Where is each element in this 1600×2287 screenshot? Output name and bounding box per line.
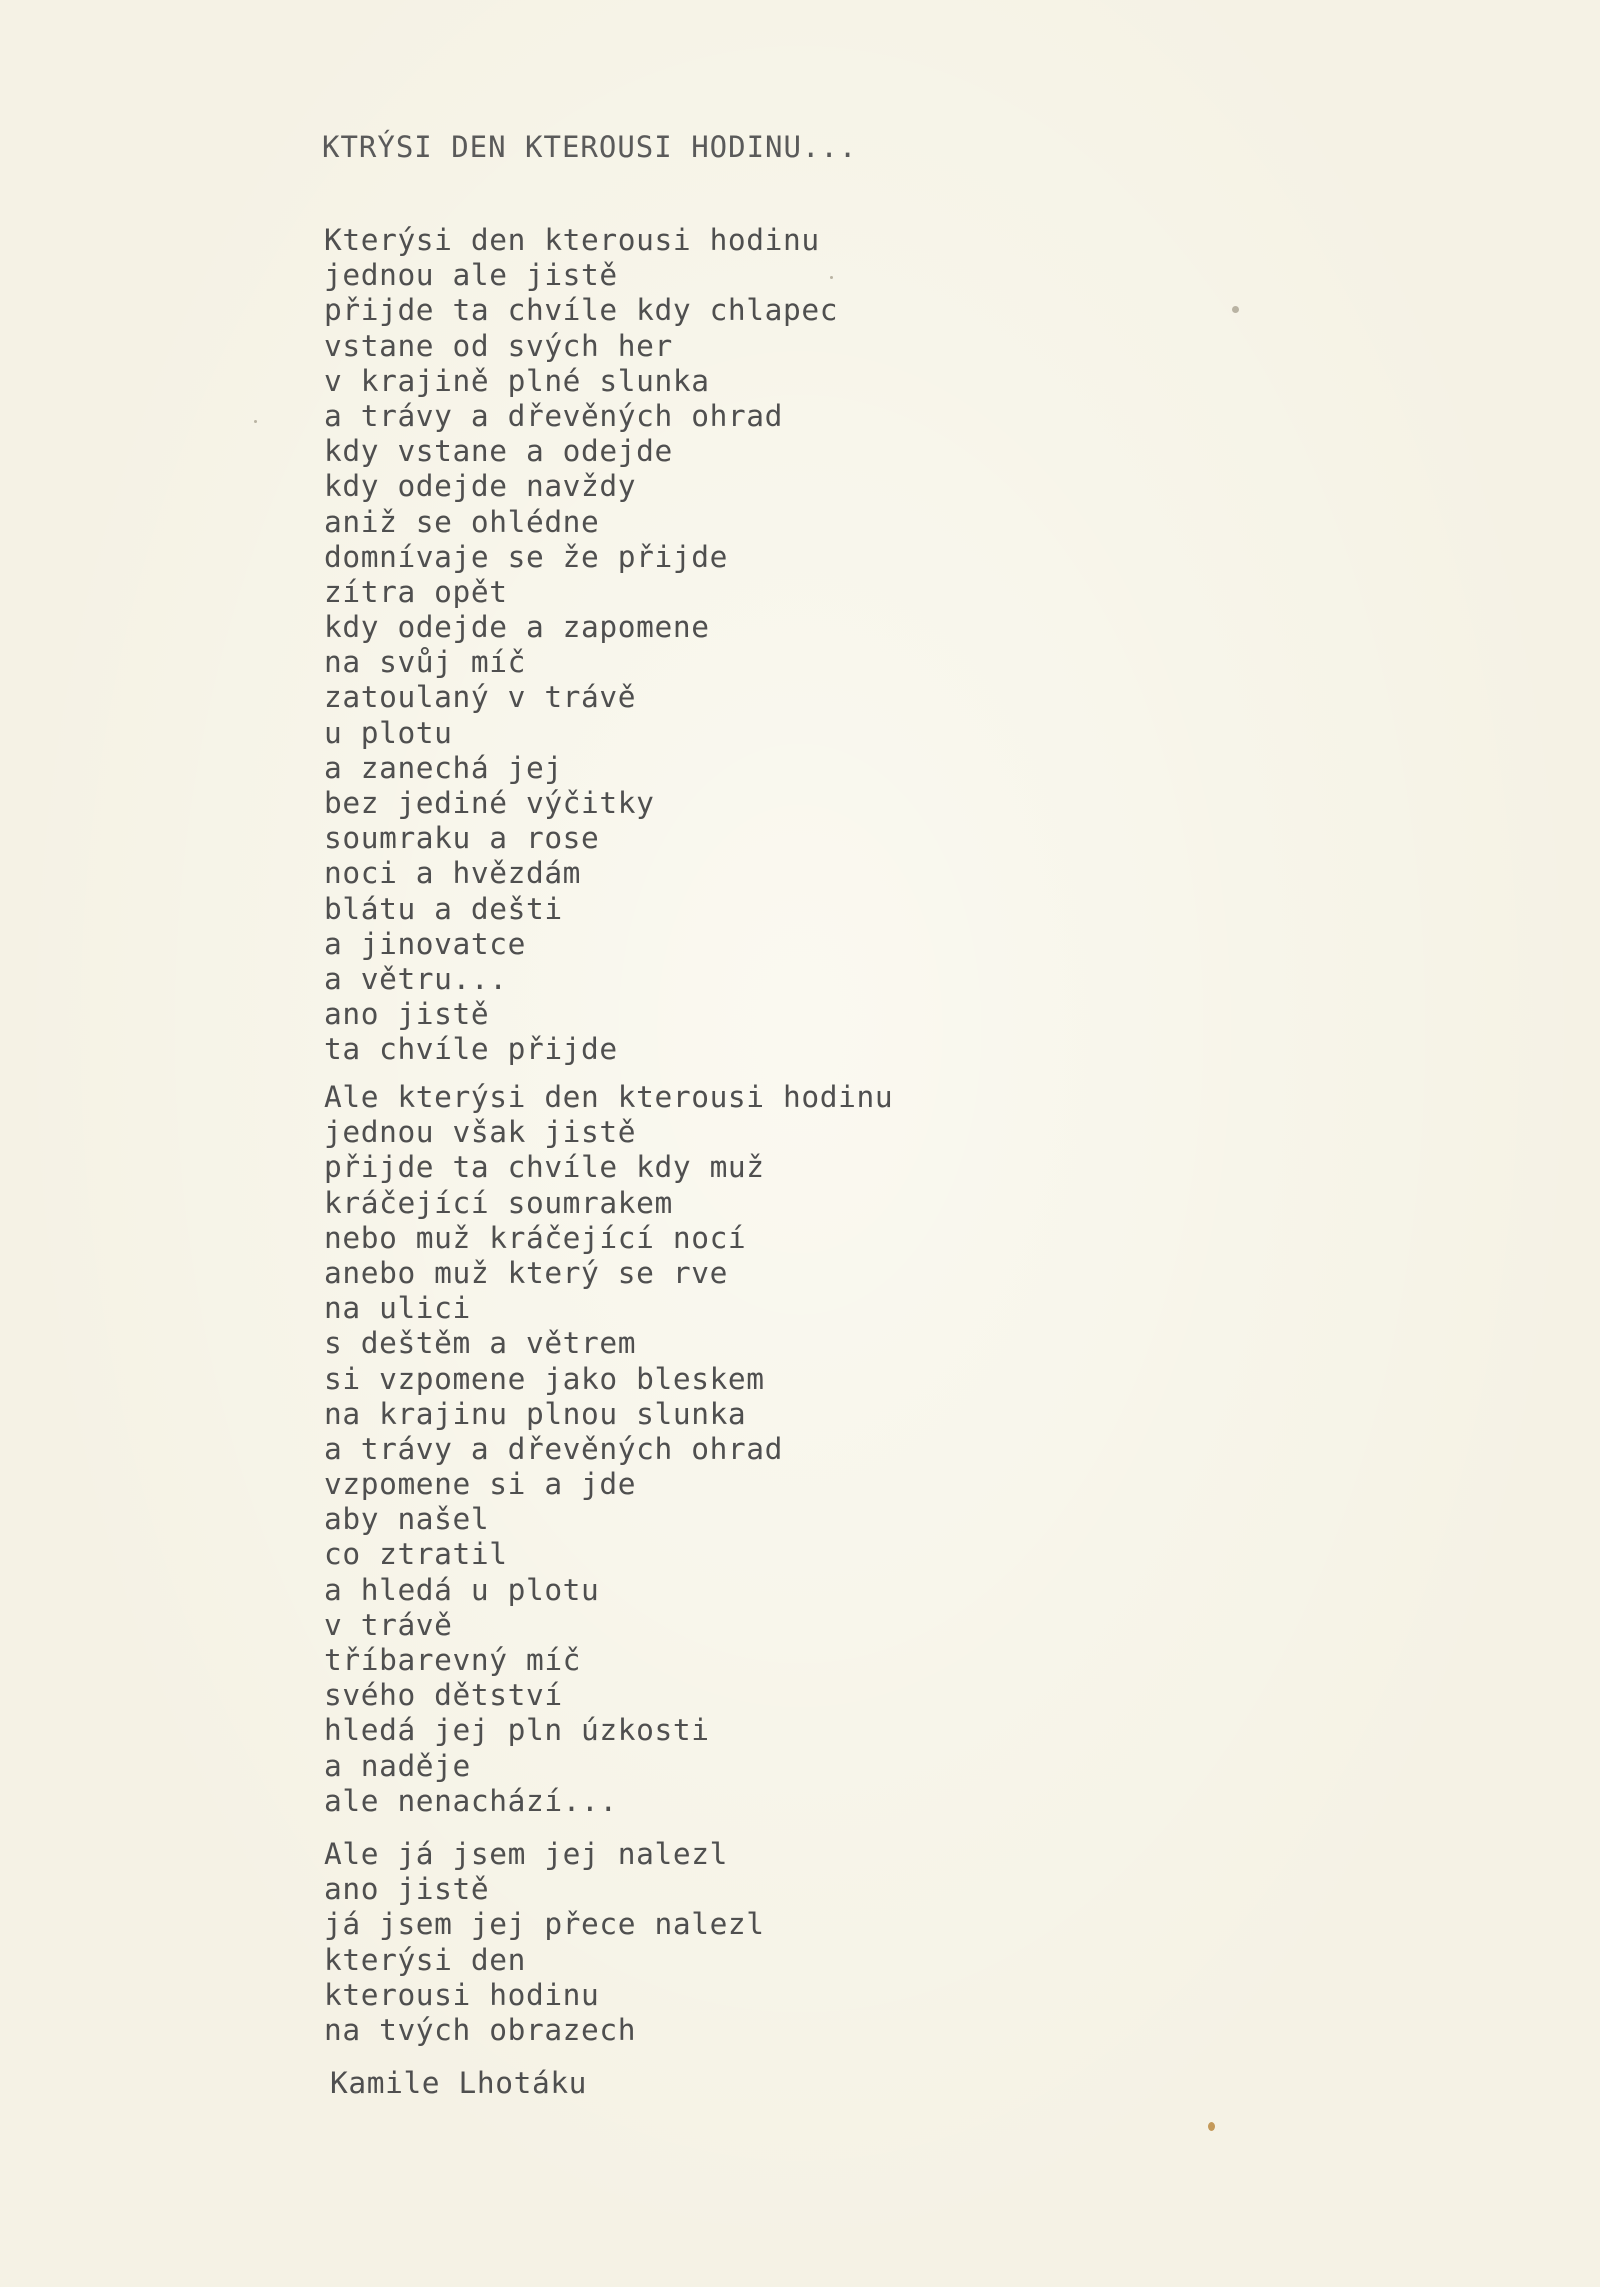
poem-line: a zanechá jej xyxy=(324,750,563,785)
poem-line: tříbarevný míč xyxy=(324,1643,582,1677)
stanza-3 xyxy=(324,1837,765,2048)
poem-line: aniž se ohlédne xyxy=(324,504,600,539)
poem-line: a naděje xyxy=(324,1748,471,1783)
poem-line: aby našel xyxy=(324,1502,490,1537)
poem-line: Ale já jsem jej nalezl xyxy=(324,1837,728,1871)
poem-line: kráčející soumrakem xyxy=(324,1185,673,1220)
paper-speck xyxy=(1208,2122,1215,2131)
poem-line: vzpomene si a jde xyxy=(324,1467,637,1502)
poem-line: ano jistě xyxy=(324,997,490,1032)
poem-line: hledá jej pln úzkosti xyxy=(324,1713,710,1748)
poem-line: kdy odejde navždy xyxy=(324,469,637,504)
poem-line: nebo muž kráčející nocí xyxy=(324,1220,747,1255)
stanza-2 xyxy=(324,1080,893,1819)
poem-title: KTRÝSI DEN KTEROUSI HODINU... xyxy=(322,130,858,164)
poem-line: a trávy a dřevěných ohrad xyxy=(324,1431,784,1466)
poem-line: svého dětství xyxy=(324,1678,563,1713)
poem-line: a trávy a dřevěných ohrad xyxy=(324,398,784,433)
poem-line: přijde ta chvíle kdy chlapec xyxy=(324,293,839,328)
poem-line: noci a hvězdám xyxy=(324,856,582,891)
poem-line: co ztratil xyxy=(324,1537,508,1572)
poem-line: na tvých obrazech xyxy=(324,2012,637,2047)
dedication-signature: Kamile Lhotáku xyxy=(330,2066,588,2100)
poem-line: kterýsi den xyxy=(324,1942,526,1977)
poem-line: a hledá u plotu xyxy=(324,1572,600,1607)
poem-line: bez jediné výčitky xyxy=(324,786,655,820)
poem-line: zatoulaný v trávě xyxy=(324,680,637,715)
poem-line: kdy odejde a zapomene xyxy=(324,610,710,645)
poem-line: blátu a dešti xyxy=(324,891,563,926)
poem-line: zítra opět xyxy=(324,574,508,609)
poem-line: jednou ale jistě xyxy=(324,258,618,293)
poem-line: v trávě xyxy=(324,1607,453,1642)
poem-line: ano jistě xyxy=(324,1872,490,1907)
poem-line: vstane od svých her xyxy=(324,328,673,363)
poem-line: u plotu xyxy=(324,715,453,750)
poem-line: já jsem jej přece nalezl xyxy=(324,1907,765,1942)
paper-speck xyxy=(254,420,257,423)
poem-line: na ulici xyxy=(324,1291,471,1326)
poem-line: a jinovatce xyxy=(324,926,526,961)
poem-line: na krajinu plnou slunka xyxy=(324,1396,747,1431)
poem-line: jednou však jistě xyxy=(324,1115,637,1150)
poem-line: na svůj míč xyxy=(324,645,526,680)
stanza-1 xyxy=(324,223,838,1068)
poem-line: anebo muž který se rve xyxy=(324,1255,728,1290)
poem-line: Kterýsi den kterousi hodinu xyxy=(324,223,820,257)
poem-line: ta chvíle přijde xyxy=(324,1032,618,1067)
poem-line: ale nenachází... xyxy=(324,1783,618,1818)
poem-line: s deštěm a větrem xyxy=(324,1326,637,1361)
poem-line: Ale kterýsi den kterousi hodinu xyxy=(324,1080,894,1114)
poem-line: kdy vstane a odejde xyxy=(324,434,673,469)
paper-speck xyxy=(1232,306,1239,313)
paper-speck xyxy=(830,276,833,279)
poem-line: domnívaje se že přijde xyxy=(324,539,728,574)
poem-line: kterousi hodinu xyxy=(324,1977,600,2012)
poem-line: si vzpomene jako bleskem xyxy=(324,1361,765,1396)
poem-line: a větru... xyxy=(324,961,508,996)
poem-line: v krajině plné slunka xyxy=(324,363,710,398)
poem-line: soumraku a rose xyxy=(324,821,600,856)
poem-line: přijde ta chvíle kdy muž xyxy=(324,1150,765,1185)
